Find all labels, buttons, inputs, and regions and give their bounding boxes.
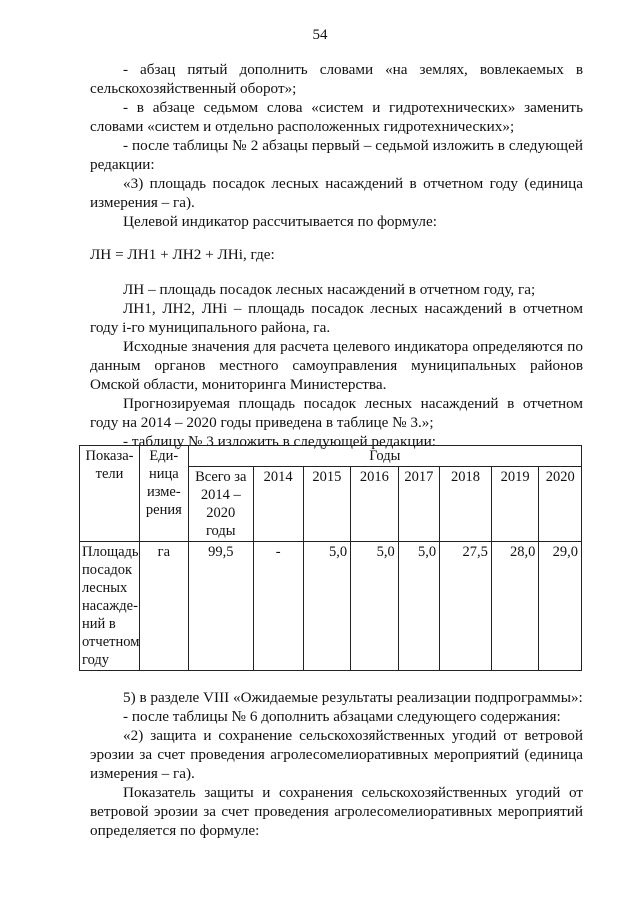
row-value: 29,0 bbox=[539, 542, 582, 671]
row-total: 99,5 bbox=[188, 542, 253, 671]
indicator-table bbox=[79, 445, 582, 671]
header-year: 2019 bbox=[491, 467, 539, 542]
header-unit bbox=[140, 446, 189, 542]
page-number: 54 bbox=[312, 27, 328, 43]
header-years: Годы bbox=[188, 446, 581, 467]
body-text-bottom bbox=[90, 688, 583, 840]
paragraph: ЛН1, ЛН2, ЛНi – площадь посадок лесных насаждений в отчетном году i-го муниципального района, га. bbox=[90, 300, 583, 336]
header-year: 2020 bbox=[539, 467, 582, 542]
header-total bbox=[188, 467, 253, 542]
paragraph: Показатель защиты и сохранения сельскохозяйственных угодий от ветровой эрозии за счет проведения агролесомелиоративных мероприятий определяется по формуле: bbox=[90, 784, 583, 839]
row-value: 5,0 bbox=[398, 542, 439, 671]
row-value: 28,0 bbox=[491, 542, 539, 671]
paragraph: - после таблицы № 6 дополнить абзацами следующего содержания: bbox=[123, 708, 561, 725]
paragraph: Целевой индикатор рассчитывается по формуле: bbox=[123, 213, 437, 230]
paragraph: Прогнозируемая площадь посадок лесных насаждений в отчетном году на 2014 – 2020 годы приведена в таблице № 3.»; bbox=[90, 395, 583, 431]
paragraph: ЛН – площадь посадок лесных насаждений в отчетном году, га; bbox=[123, 281, 536, 298]
header-indicator-label: Показа- тели bbox=[85, 448, 134, 482]
header-year: 2018 bbox=[440, 467, 492, 542]
paragraph: - после таблицы № 2 абзацы первый – седьмой изложить в следующей редакции: bbox=[90, 137, 583, 173]
formula: ЛН = ЛН1 + ЛН2 + ЛНi, где: bbox=[90, 246, 275, 263]
header-total-label: Всего за 2014 – 2020 годы bbox=[195, 469, 247, 539]
body-text-top bbox=[90, 60, 583, 451]
paragraph: 5) в разделе VIII «Ожидаемые результаты реализации подпрограммы»: bbox=[123, 689, 583, 706]
header-year: 2017 bbox=[398, 467, 439, 542]
row-value: - bbox=[253, 542, 303, 671]
paragraph: - в абзаце седьмом слова «систем и гидротехнических» заменить словами «систем и отдельно расположенных гидротехнических»; bbox=[90, 99, 583, 135]
row-label bbox=[80, 542, 140, 671]
header-year: 2014 bbox=[253, 467, 303, 542]
row-label-text: Площадь посадок лесных насажде- ний в отчетном году bbox=[82, 544, 140, 668]
row-value: 5,0 bbox=[351, 542, 399, 671]
row-value: 5,0 bbox=[303, 542, 351, 671]
table-row bbox=[80, 542, 582, 671]
header-indicator bbox=[80, 446, 140, 542]
paragraph: «3) площадь посадок лесных насаждений в отчетном году (единица измерения – га). bbox=[90, 175, 583, 211]
paragraph: Исходные значения для расчета целевого индикатора определяются по данным органов местного самоуправления муниципальных районов Омской области, мониторинга Министерства. bbox=[90, 338, 583, 393]
paragraph: - абзац пятый дополнить словами «на землях, вовлекаемых в сельскохозяйственный оборот»; bbox=[90, 61, 583, 97]
header-year: 2016 bbox=[351, 467, 399, 542]
row-unit: га bbox=[140, 542, 189, 671]
header-year: 2015 bbox=[303, 467, 351, 542]
paragraph: «2) защита и сохранение сельскохозяйственных угодий от ветровой эрозии за счет проведения агролесомелиоративных мероприятий (единица измерения – га). bbox=[90, 727, 583, 782]
paragraph: - таблицу № 3 изложить в следующей редакции: bbox=[123, 433, 437, 450]
row-value: 27,5 bbox=[440, 542, 492, 671]
header-unit-label: Еди- ница изме- рения bbox=[145, 448, 182, 518]
